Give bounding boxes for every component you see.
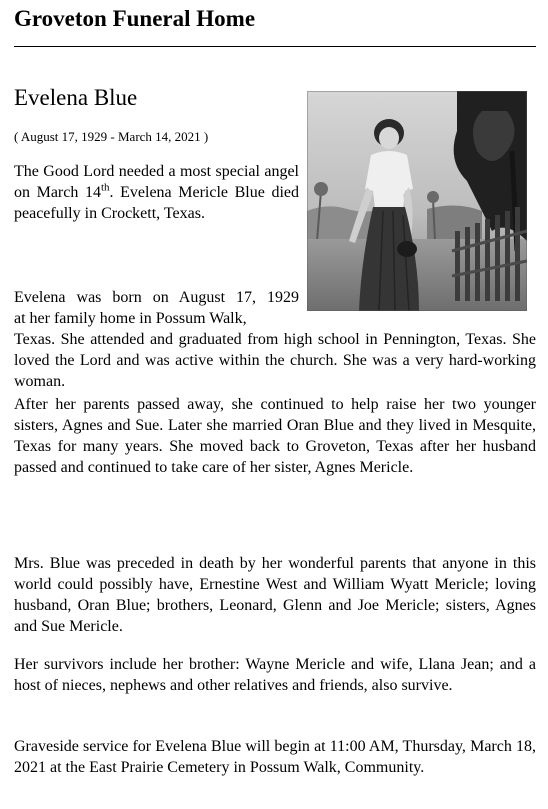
intro-paragraph	[14, 161, 299, 224]
service-paragraph: Graveside service for Evelena Blue will begin at 11:00 AM, Thursday, March 18, 2021 at the East Prairie Cemetery in Possum Walk, Community.	[14, 738, 536, 776]
biography-paragraph	[14, 287, 536, 392]
portrait-photo	[307, 91, 527, 311]
survivors-paragraph: Her survivors include her brother: Wayne Mericle and wife, Llana Jean; and a host of nieces, nephews and other relatives and friends, also survive.	[14, 656, 536, 694]
intro-ordinal-suffix: th	[100, 181, 110, 194]
preceded-in-death-paragraph: Mrs. Blue was preceded in death by her wonderful parents that anyone in this world could possibly have, Ernestine West and William Wyatt Mericle; loving husband, Oran Blue; brothers, Leonard, Glenn and Joe Mericle; sisters, Agnes and Sue Mericle.	[14, 555, 536, 635]
life-dates	[14, 128, 208, 146]
deceased-name: Evelena Blue	[14, 85, 138, 110]
intro-text-start: The Good Lord needed a most special angel on March 14	[14, 163, 299, 201]
portrait-photo-image	[307, 91, 527, 311]
family-paragraph: After her parents passed away, she continued to help raise her two younger sisters, Agnes and Sue. Later she married Oran Blue and they lived in Mesquite, Texas for many years. She moved back to Groveton, Texas after her husband passed and continued to take care of her sister, Agnes Mericle.	[14, 396, 536, 476]
life-dates-text: ( August 17, 1929 - March 14, 2021 )	[14, 129, 209, 144]
site-title: Groveton Funeral Home	[14, 6, 256, 31]
biography-line-2: at her family home in Possum Walk,	[14, 310, 247, 327]
title-divider	[14, 46, 536, 47]
biography-line-1: Evelena was born on August 17, 1929	[14, 289, 299, 306]
intro-text-end: . Evelena Mericle Blue died peacefully in Crockett, Texas.	[14, 184, 299, 222]
biography-text-rest: Texas. She attended and graduated from high school in Pennington, Texas. She loved the Lord and was active within the church. She was a very hard-working woman.	[14, 331, 536, 390]
